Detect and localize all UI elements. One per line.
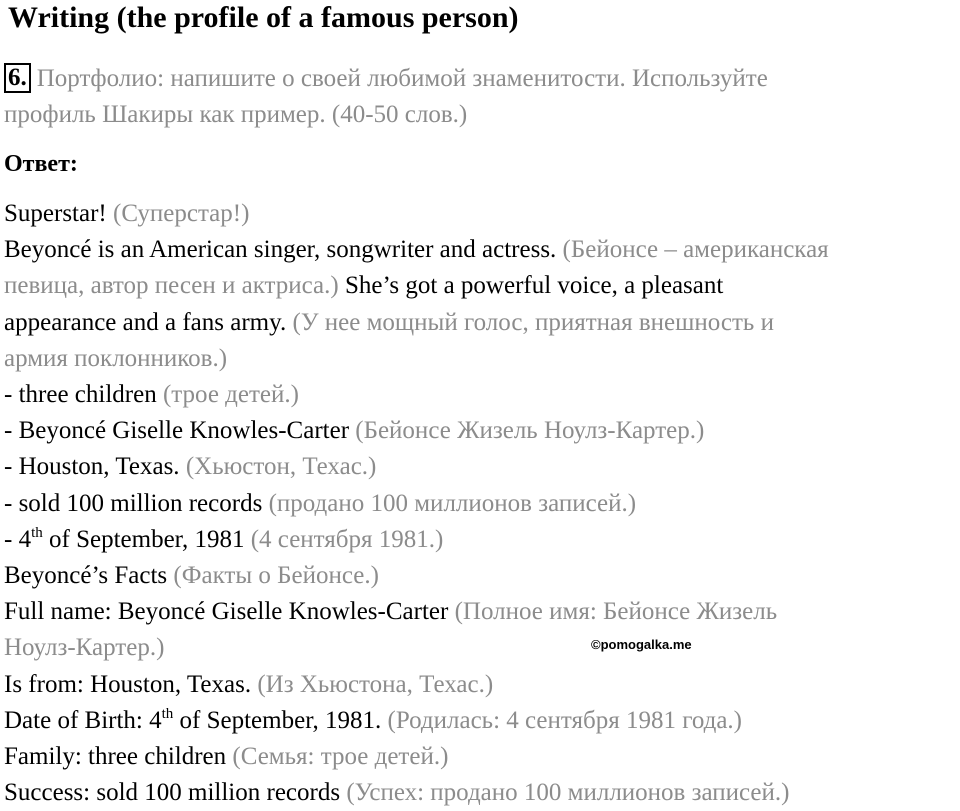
answer-body xyxy=(4,196,960,811)
russian-translation: (Бейонсе – американская xyxy=(562,236,829,264)
russian-translation: Ноулз-Картер.) xyxy=(4,634,165,662)
english-text: - three children xyxy=(4,381,163,409)
russian-translation: (Полное имя: Бейонсе Жизель xyxy=(454,598,778,626)
english-text: Full name: Beyoncé Giselle Knowles-Carter xyxy=(4,598,455,626)
russian-translation: (трое детей.) xyxy=(162,381,299,409)
russian-translation: (продано 100 миллионов записей.) xyxy=(268,489,637,517)
english-text: Beyoncé is an American singer, songwriter and actress. xyxy=(4,236,563,264)
answer-line xyxy=(4,775,960,811)
russian-translation: (Бейонсе Жизель Ноулз-Картер.) xyxy=(355,417,705,445)
task-instruction-text: Портфолио: напишите о своей любимой знаменитости. Используйте xyxy=(36,65,768,92)
english-text: She’s got a powerful voice, a pleasant xyxy=(338,272,724,300)
english-text: Beyoncé’s Facts xyxy=(4,562,174,590)
english-text: of September, 1981. xyxy=(173,706,388,734)
russian-translation: (Семья: трое детей.) xyxy=(232,743,449,771)
english-text: Date of Birth: 4 xyxy=(4,706,162,734)
russian-translation: (Факты о Бейонсе.) xyxy=(173,562,379,590)
task-block xyxy=(4,61,934,133)
answer-line xyxy=(4,232,960,268)
english-text: Family: three children xyxy=(4,743,233,771)
english-text: - Beyoncé Giselle Knowles-Carter xyxy=(4,417,356,445)
russian-translation: (4 сентября 1981.) xyxy=(250,525,444,553)
answer-line xyxy=(4,558,960,594)
english-text: Success: sold 100 million records xyxy=(4,779,347,807)
answer-line xyxy=(4,341,960,377)
answer-line xyxy=(4,703,960,739)
task-number-badge: 6. xyxy=(4,63,31,93)
english-text: Superstar! xyxy=(4,200,113,227)
page-title: Writing (the profile of a famous person) xyxy=(8,1,519,34)
russian-translation: (Из Хьюстона, Техас.) xyxy=(257,670,494,698)
russian-translation: армия поклонников.) xyxy=(4,344,228,372)
answer-line xyxy=(4,449,960,485)
ordinal-suffix: th xyxy=(161,705,174,722)
answer-line xyxy=(4,594,960,630)
english-text: - Houston, Texas. xyxy=(4,453,186,481)
answer-line xyxy=(4,305,960,341)
english-text: appearance and a fans army. xyxy=(4,308,293,336)
ordinal-suffix: th xyxy=(31,524,43,541)
answer-line xyxy=(4,522,960,558)
answer-line xyxy=(4,739,960,775)
watermark: ©pomogalka.me xyxy=(591,637,692,652)
russian-translation: (Успех: продано 100 миллионов записей.) xyxy=(346,779,790,807)
russian-translation: (У нее мощный голос, приятная внешность и xyxy=(292,308,774,336)
task-line-1 xyxy=(4,61,934,97)
answer-line xyxy=(4,667,960,703)
russian-translation: (Хьюстон, Техас.) xyxy=(185,453,377,481)
russian-translation: певица, автор песен и актриса.) xyxy=(4,272,339,300)
answer-line xyxy=(4,196,960,232)
answer-line xyxy=(4,268,960,304)
english-text: - sold 100 million records xyxy=(4,489,269,517)
answer-label: Ответ: xyxy=(4,151,78,177)
answer-line xyxy=(4,377,960,413)
task-line-2: профиль Шакиры как пример. (40-50 слов.) xyxy=(4,101,468,128)
answer-line xyxy=(4,486,960,522)
answer-line xyxy=(4,413,960,449)
english-text: Is from: Houston, Texas. xyxy=(4,670,258,698)
english-text: of September, 1981 xyxy=(42,525,251,553)
russian-translation: (Родилась: 4 сентября 1981 года.) xyxy=(387,706,743,734)
russian-translation: (Суперстар!) xyxy=(113,200,250,227)
english-text: - 4 xyxy=(4,525,32,553)
answer-line xyxy=(4,630,960,666)
